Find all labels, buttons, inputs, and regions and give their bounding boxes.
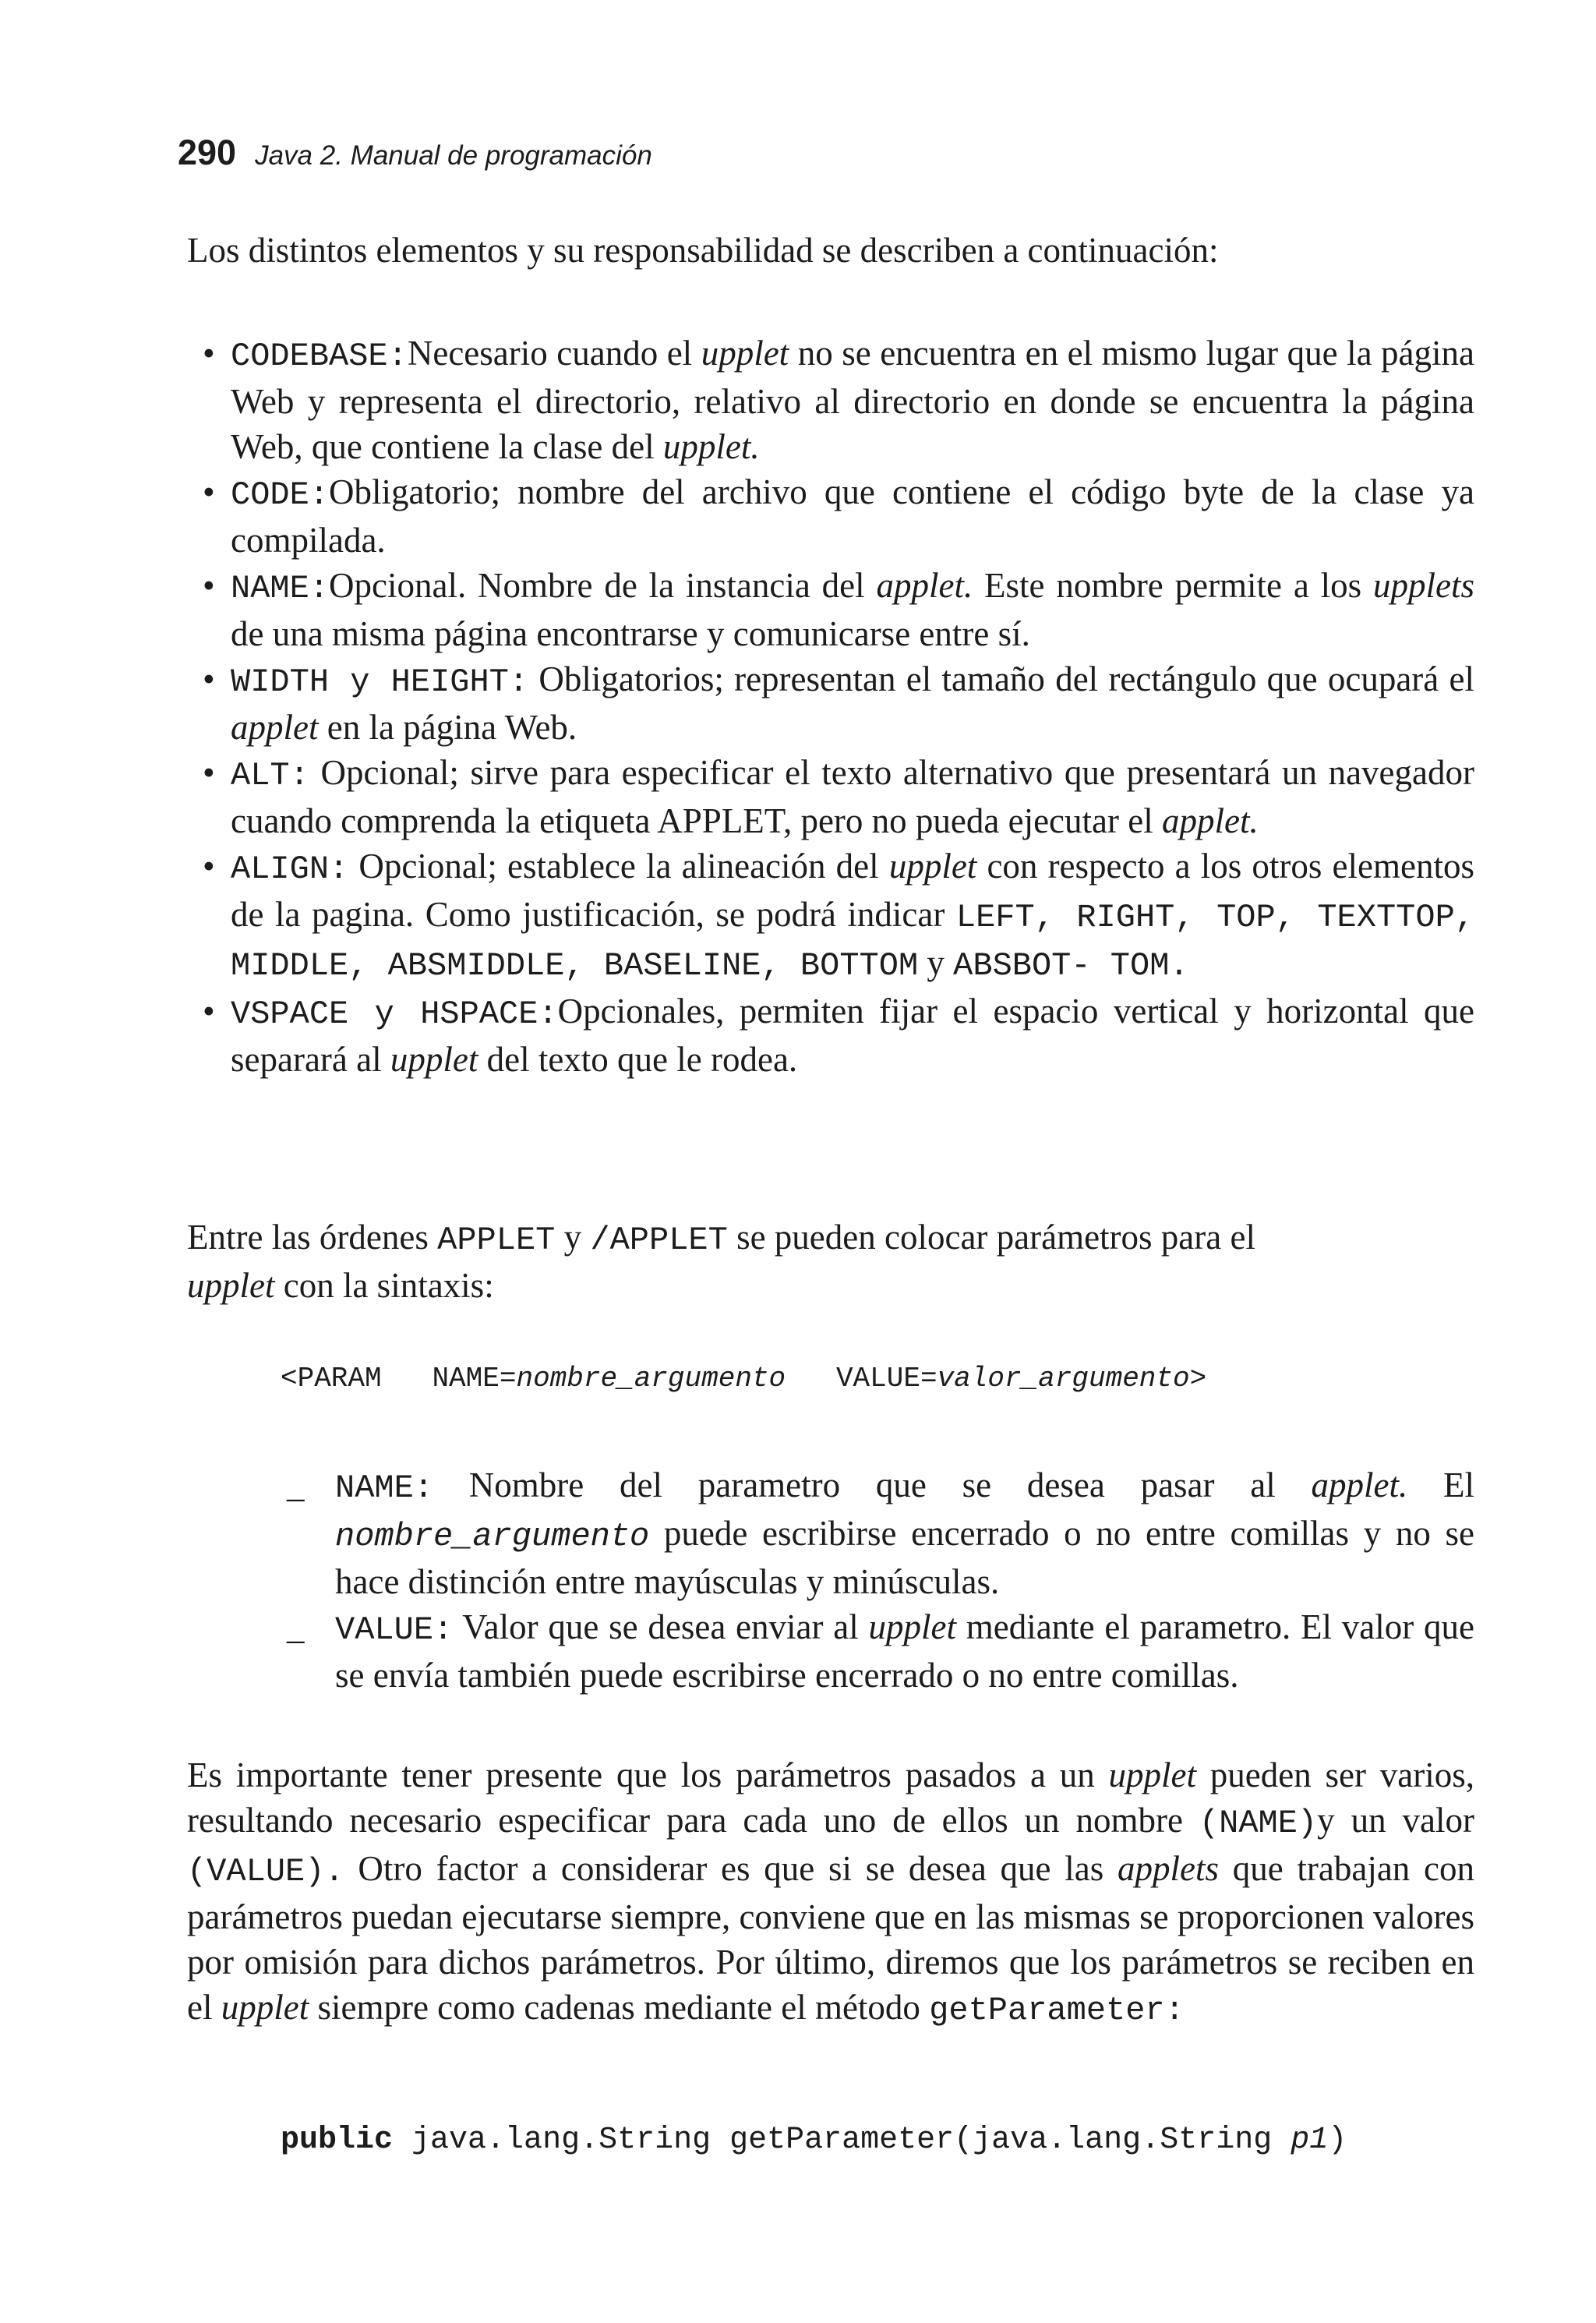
bullet-icon: • — [203, 753, 215, 792]
intro-paragraph: Los distintos elementos y su responsabilidad se describen a continuación: — [187, 231, 1219, 270]
param-syntax-code: <PARAM NAME=nombre_argumento VALUE=valor_argumento> — [281, 1363, 1207, 1395]
param-paragraph: Entre las órdenes APPLET y /APPLET se pueden colocar parámetros para el upplet con la sintaxis: — [187, 1218, 1255, 1305]
bullet-icon: • — [203, 847, 215, 886]
page-header — [178, 133, 652, 179]
bullet-icon: • — [203, 992, 215, 1031]
bullet-icon: • — [203, 566, 215, 605]
list-item-alt: • ALT: Opcional; sirve para especificar el texto alternativo que presentará un navegador cuando comprenda la etiqueta APPLET, pero no pueda ejecutar el applet. — [231, 750, 1474, 843]
dash-marker: _ — [287, 1466, 305, 1504]
running-title: Java 2. Manual de programación — [255, 140, 652, 171]
bullet-icon: • — [203, 659, 215, 698]
param-attribute-list — [287, 1462, 1474, 1698]
list-item-align: • ALIGN: Opcional; establece la alineación del upplet con respecto a los otros elementos de la pagina. Como justificación, se podrá indicar LEFT, RIGHT, TOP, TEXTTOP, MIDDLE, ABSMIDDLE, BASELINE, BOTTOM y ABSBOT- TOM. — [231, 843, 1474, 988]
dash-item-value: _ VALUE: Valor que se desea enviar al upplet mediante el parametro. El valor que se envía también puede escribirse encerrado o no entre comillas. — [335, 1604, 1474, 1698]
list-item-code: • CODE:Obligatorio; nombre del archivo que contiene el código byte de la clase ya compilada. — [231, 469, 1474, 563]
method-signature-code: public java.lang.String getParameter(java.lang.String p1) — [281, 2123, 1347, 2158]
dash-item-name: _ NAME: Nombre del parametro que se desea pasar al applet. El nombre_argumento puede escribirse encerrado o no entre comillas y no se hace distinción entre mayúsculas y minúsculas. — [335, 1462, 1474, 1604]
bullet-icon: • — [203, 472, 215, 511]
list-item-vspace-hspace: • VSPACE y HSPACE:Opcionales, permiten fijar el espacio vertical y horizontal que separará al upplet del texto que le rodea. — [231, 988, 1474, 1082]
list-item-width-height: • WIDTH y HEIGHT: Obligatorios; representan el tamaño del rectángulo que ocupará el applet en la página Web. — [231, 656, 1474, 750]
dash-marker: _ — [287, 1607, 305, 1646]
list-item-name: • NAME:Opcional. Nombre de la instancia del applet. Este nombre permite a los upplets de una misma página encontrarse y comunicarse entre sí. — [231, 563, 1474, 656]
closing-paragraph: Es importante tener presente que los parámetros pasados a un upplet pueden ser varios, resultando necesario especificar para cada uno de ellos un nombre (NAME)y un valor (VALUE). Otro factor a considerar es que si se desea que las applets que trabajan con parámetros puedan ejecutarse siempre, conviene que en las mismas se proporcionen valores por omisión para dichos parámetros. Por último, diremos que los parámetros se reciben en el upplet siempre como cadenas mediante el método getParameter: — [187, 1756, 1475, 2029]
bullet-icon: • — [203, 334, 215, 373]
list-item-codebase: • CODEBASE:Necesario cuando el upplet no se encuentra en el mismo lugar que la página Web y representa el directorio, relativo al directorio en donde se encuentra la página Web, que contiene la clase del upplet. — [231, 331, 1474, 469]
page-number: 290 — [178, 133, 237, 172]
attribute-list — [203, 331, 1475, 1082]
